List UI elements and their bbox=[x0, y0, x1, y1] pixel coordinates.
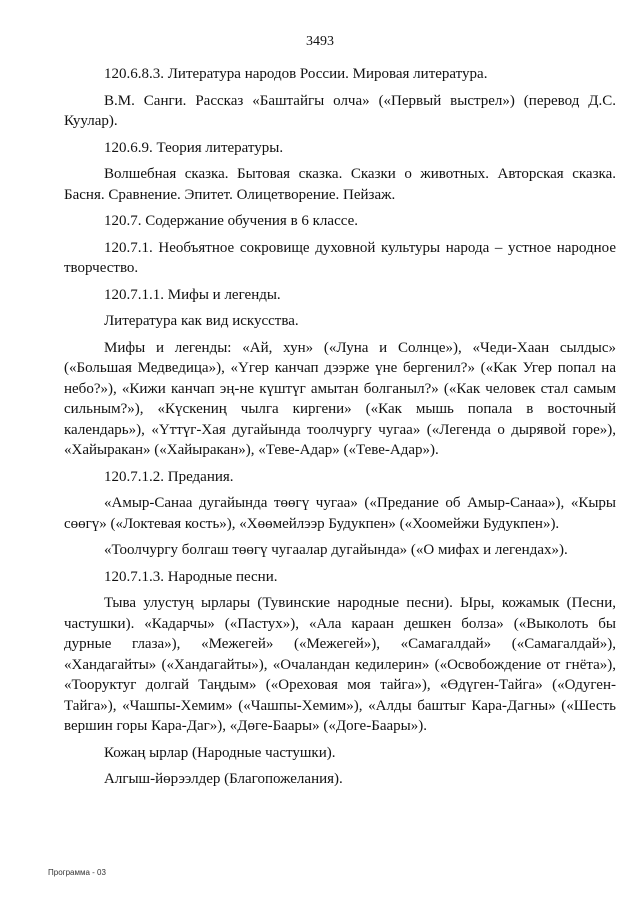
paragraph: Кожаң ырлар (Народные частушки). bbox=[104, 744, 336, 761]
paragraph: Мифы и легенды: «Ай, хун» («Луна и Солнце»), «Чеди-Хаан сылдыс» («Большая Медведица»), «Үгер канчап дээрже үне бергенил?» («Как Угер попал на небо?»), «Кижи канчап эң-не күштүг амытан болганыл?» («Как человек стал самым сильным?»), «Күскениң чылга киргени» («Как мышь попала в восточный календарь»), «Үттүг-Хая дугайында тоолчургу чугаа» («Легенда о дырявой горе»), «Хайыракан» («Хайыракан»), «Теве-Адар» («Теве-Адар»). bbox=[64, 339, 616, 458]
paragraph: В.М. Санги. Рассказ «Баштайгы олча» («Первый выстрел») (перевод Д.С. Куулар). bbox=[64, 92, 616, 129]
section-heading: 120.7.1.1. Мифы и легенды. bbox=[104, 286, 281, 303]
section-heading: 120.7.1.2. Предания. bbox=[104, 468, 234, 485]
paragraph: Волшебная сказка. Бытовая сказка. Сказки о животных. Авторская сказка. Басня. Сравнение. Эпитет. Олицетворение. Пейзаж. bbox=[64, 166, 616, 203]
page-number: 3493 bbox=[306, 34, 334, 49]
section-heading: 120.7.1. Необъятное сокровище духовной культуры народа – устное народное творчество. bbox=[64, 239, 616, 276]
paragraph: «Тоолчургу болгаш төөгү чугаалар дугайында» («О мифах и легендах»). bbox=[104, 542, 568, 558]
section-heading: 120.6.8.3. Литература народов России. Мировая литература. bbox=[104, 66, 488, 82]
section-heading: 120.6.9. Теория литературы. bbox=[104, 139, 284, 156]
section-heading: 120.7. Содержание обучения в 6 классе. bbox=[104, 213, 358, 229]
footer-label: Программа - 03 bbox=[48, 868, 106, 877]
paragraph: «Амыр-Санаа дугайында төөгү чугаа» («Предание об Амыр-Санаа»), «Кыры сөөгү» («Локтевая кость»), «Хөөмейлээр Будукпен» («Хоомейжи Будукпен»). bbox=[64, 495, 616, 532]
paragraph: Алгыш-йөрээлдер (Благопожелания). bbox=[104, 771, 343, 787]
section-heading: 120.7.1.3. Народные песни. bbox=[104, 568, 278, 585]
document-body bbox=[64, 64, 616, 790]
paragraph: Литература как вид искусства. bbox=[104, 313, 299, 329]
paragraph: Тыва улустуң ырлары (Тувинские народные песни). Ыры, кожамык (Песни, частушки). «Кадарчы» («Пастух»), «Ала караан дешкен болза» («Выколоть бы дурные глаза»), «Межегей» («Межегей»), «Самагалдай» («Самагалдай»), «Хандагайты» («Хандагайты»), «Очаландан кедилерин» («Освобождение от гнёта»), «Тооруктуг долгай Таңдым» («Ореховая моя тайга»), «Өдүген-Тайга» («Одуген-Тайга»), «Чашпы-Хемим» («Чашпы-Хемим»), «Алды баштыг Кара-Дагны» («Шесть вершин горы Кара-Даг»), «Дөге-Баары» («Доге-Баары»). bbox=[64, 595, 616, 734]
